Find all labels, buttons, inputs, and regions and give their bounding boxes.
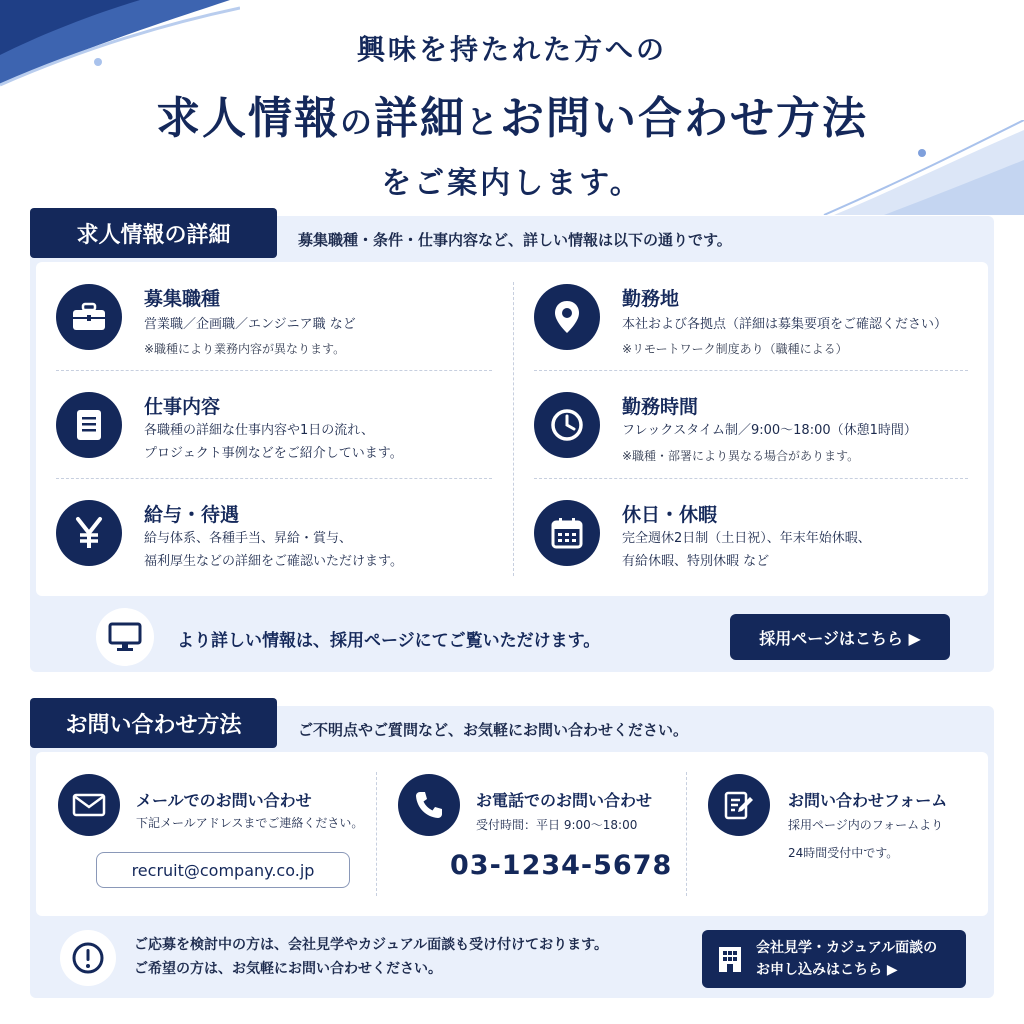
job-info-panel	[30, 216, 994, 672]
item-text: フレックスタイム制／9:00〜18:00（休憩1時間）	[622, 423, 917, 438]
hero-word-details: 詳細	[374, 93, 466, 144]
item-title: 休日・休暇	[622, 504, 718, 526]
phone-number[interactable]: 03-1234-5678	[450, 850, 673, 881]
hero-word-job-info: 求人情報	[155, 93, 340, 144]
clock-icon	[534, 392, 600, 458]
item-title: 勤務地	[622, 288, 680, 310]
item-note: ※職種・部署により異なる場合があります。	[622, 449, 860, 463]
job-info-card	[36, 262, 988, 596]
column-divider	[513, 282, 514, 576]
document-icon	[56, 392, 122, 458]
item-text: 本社および各拠点（詳細は募集要項をご確認ください）	[622, 317, 948, 332]
visit-button-line-1: 会社見学・カジュアル面談の	[756, 940, 938, 956]
row-divider	[534, 370, 968, 371]
form-edit-icon	[708, 774, 770, 836]
item-text: 各職種の詳細な仕事内容や1日の流れ、	[144, 423, 375, 438]
exclamation-icon	[60, 930, 116, 986]
hero-heading	[0, 28, 1024, 202]
contact-description: ご不明点やご質問など、お気軽にお問い合わせください。	[298, 721, 689, 739]
row-divider	[56, 478, 492, 479]
visit-button-text	[756, 937, 937, 981]
calendar-icon	[534, 500, 600, 566]
item-text: 営業職／企画職／エンジニア職 など	[144, 317, 356, 332]
item-text: 給与体系、各種手当、昇給・賞与、	[144, 531, 353, 546]
hero-line-1: 興味を持たれた方への	[356, 33, 667, 66]
phone-icon	[398, 774, 460, 836]
email-text: 下記メールアドレスまでご連絡ください。	[136, 816, 364, 830]
contact-tab: お問い合わせ方法	[30, 698, 277, 748]
visit-button-line-2: お申し込みはこちら ▶	[756, 962, 898, 978]
job-info-description: 募集職種・条件・仕事内容など、詳しい情報は以下の通りです。	[298, 231, 732, 249]
visit-interview-button[interactable]	[702, 930, 966, 988]
form-text: 採用ページ内のフォームより	[788, 818, 944, 832]
item-note: ※リモートワーク制度あり（職種による）	[622, 342, 848, 356]
form-title: お問い合わせフォーム	[788, 791, 948, 810]
email-address-link[interactable]: recruit@company.co.jp	[96, 852, 350, 888]
item-title: 給与・待遇	[144, 504, 240, 526]
form-text: 24時間受付中です。	[788, 846, 899, 860]
item-title: 募集職種	[144, 288, 221, 310]
phone-title: お電話でのお問い合わせ	[476, 791, 653, 810]
item-note: ※職種により業務内容が異なります。	[144, 342, 346, 356]
hero-line-3: をご案内します。	[381, 166, 643, 201]
contact-panel	[30, 706, 994, 998]
item-text: 福利厚生などの詳細をご確認いただけます。	[144, 554, 403, 569]
column-divider	[376, 772, 377, 896]
job-info-tab: 求人情報の詳細	[30, 208, 277, 258]
more-info-text: より詳しい情報は、採用ページにてご覧いただけます。	[177, 631, 601, 651]
hero-line-2	[0, 82, 1024, 146]
hero-particle-no: の	[339, 103, 374, 141]
notice-line-1: ご応募を検討中の方は、会社見学やカジュアル面談も受け付けております。	[134, 937, 609, 953]
yen-icon	[56, 500, 122, 566]
contact-card	[36, 752, 988, 916]
mail-icon	[58, 774, 120, 836]
row-divider	[56, 370, 492, 371]
item-title: 勤務時間	[622, 396, 699, 418]
location-pin-icon	[534, 284, 600, 350]
item-title: 仕事内容	[144, 396, 221, 418]
hero-word-contact: お問い合わせ方法	[500, 93, 869, 144]
phone-hours: 受付時間：平日 9:00〜18:00	[476, 818, 638, 832]
briefcase-icon	[56, 284, 122, 350]
item-text: 完全週休2日制（土日祝）、年末年始休暇、	[622, 531, 871, 546]
monitor-icon	[96, 608, 154, 666]
column-divider	[686, 772, 687, 896]
email-title: メールでのお問い合わせ	[136, 791, 312, 810]
recruit-page-button[interactable]: 採用ページはこちら ▶	[730, 614, 950, 660]
notice-line-2: ご希望の方は、お気軽にお問い合わせください。	[134, 961, 442, 977]
item-text: 有給休暇、特別休暇 など	[622, 554, 770, 569]
building-icon	[716, 944, 744, 974]
row-divider	[534, 478, 968, 479]
hero-particle-to: と	[466, 103, 501, 141]
item-text: プロジェクト事例などをご紹介しています。	[144, 446, 403, 461]
